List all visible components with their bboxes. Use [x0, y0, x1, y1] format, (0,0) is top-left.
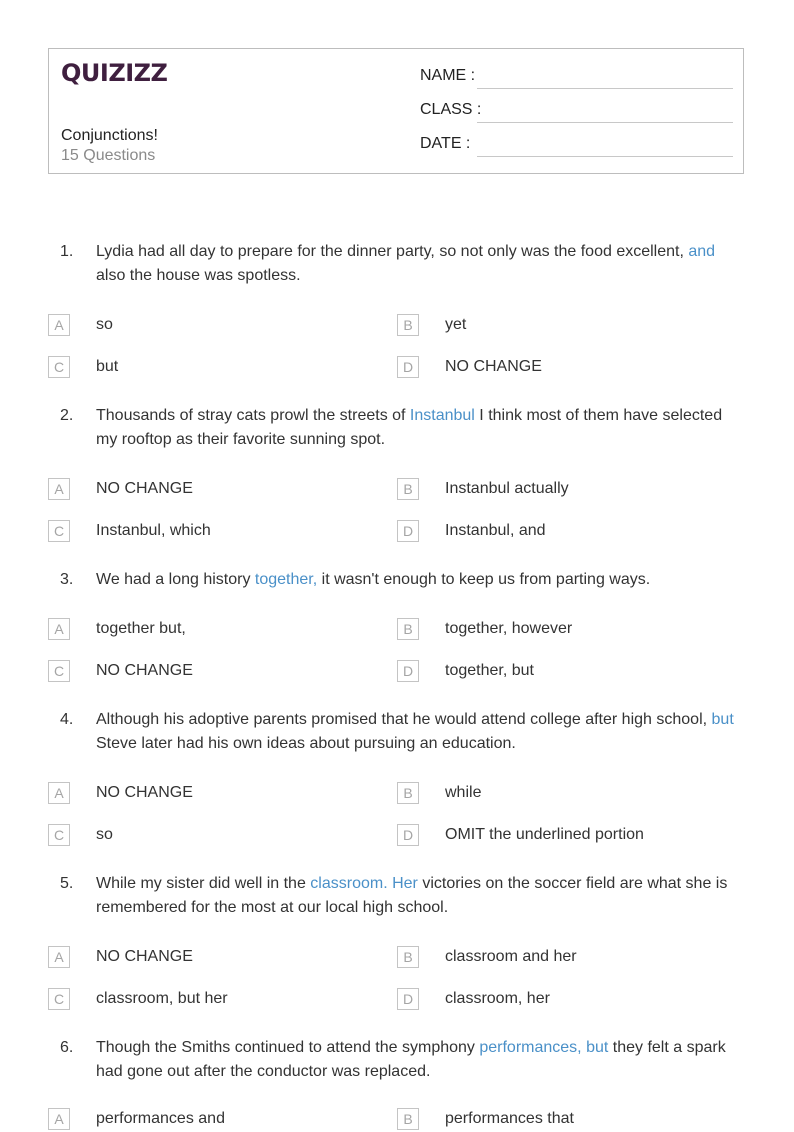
option-text: performances and [96, 1110, 225, 1127]
option-letter-box: A [48, 946, 70, 968]
question-text-part: it wasn't enough to keep us from parting ways. [317, 571, 651, 588]
question-text [96, 1036, 746, 1084]
option-text: classroom and her [445, 948, 577, 965]
option-c[interactable] [48, 988, 368, 1012]
question-number: 6. [60, 1039, 74, 1056]
option-d[interactable] [397, 660, 717, 684]
option-text: Instanbul, and [445, 522, 546, 539]
quizizz-logo: QUIZIZZ [61, 59, 168, 87]
option-text: so [96, 826, 113, 843]
option-text: classroom, her [445, 990, 550, 1007]
question-number: 4. [60, 711, 74, 728]
option-text: while [445, 784, 482, 801]
option-letter-box: D [397, 660, 419, 682]
option-text: yet [445, 316, 467, 333]
date-label: DATE : [420, 135, 471, 152]
option-text: OMIT the underlined portion [445, 826, 644, 843]
option-letter-box: C [48, 356, 70, 378]
question-text-part: While my sister did well in the [96, 875, 311, 892]
option-b[interactable] [397, 478, 717, 502]
option-d[interactable] [397, 520, 717, 544]
question-text-part: also the house was spotless. [96, 267, 301, 284]
option-letter-box: B [397, 314, 419, 336]
option-letter-box: B [397, 1108, 419, 1130]
option-text: Instanbul, which [96, 522, 211, 539]
question-text-part: Lydia had all day to prepare for the dinner party, so not only was the food excellent, [96, 243, 689, 260]
question-text-part: Although his adoptive parents promised that he would attend college after high school, [96, 711, 712, 728]
worksheet-title: Conjunctions! [61, 127, 158, 144]
question-number: 5. [60, 875, 74, 892]
option-letter-box: C [48, 824, 70, 846]
option-letter-box: D [397, 988, 419, 1010]
name-line [477, 88, 733, 89]
option-letter-box: B [397, 618, 419, 640]
option-letter-box: A [48, 314, 70, 336]
name-field [420, 67, 733, 89]
question-text-part: Thousands of stray cats prowl the streets of [96, 407, 410, 424]
option-text: NO CHANGE [96, 784, 193, 801]
option-a[interactable] [48, 314, 368, 338]
option-letter-box: D [397, 356, 419, 378]
question-number: 2. [60, 407, 74, 424]
option-text: together but, [96, 620, 186, 637]
option-b[interactable] [397, 1108, 717, 1132]
option-text: performances that [445, 1110, 574, 1127]
option-b[interactable] [397, 946, 717, 970]
option-letter-box: A [48, 618, 70, 640]
option-letter-box: A [48, 478, 70, 500]
question-text-part: We had a long history [96, 571, 255, 588]
option-letter-box: B [397, 478, 419, 500]
option-text: NO CHANGE [96, 662, 193, 679]
option-letter-box: B [397, 946, 419, 968]
option-letter-box: D [397, 824, 419, 846]
option-a[interactable] [48, 618, 368, 642]
option-a[interactable] [48, 478, 368, 502]
option-b[interactable] [397, 618, 717, 642]
class-line [477, 122, 733, 123]
question-text-part: Though the Smiths continued to attend the symphony [96, 1039, 480, 1056]
option-b[interactable] [397, 782, 717, 806]
option-a[interactable] [48, 946, 368, 970]
option-c[interactable] [48, 356, 368, 380]
question-text-part: I think most of them have selected my rooftop as their favorite sunning spot. [96, 407, 723, 448]
question-text [96, 404, 746, 452]
question-text-part: they felt a spark had gone out after the conductor was replaced. [96, 1039, 726, 1080]
underlined-portion: and [688, 243, 716, 260]
question-text [96, 240, 746, 288]
underlined-portion: together, [254, 571, 318, 588]
option-letter-box: D [397, 520, 419, 542]
question-number: 3. [60, 571, 74, 588]
option-text: NO CHANGE [445, 358, 542, 375]
option-text: Instanbul actually [445, 480, 569, 497]
question-text [96, 872, 746, 920]
option-text: but [96, 358, 119, 375]
underlined-portion: Instanbul [409, 407, 475, 424]
option-text: NO CHANGE [96, 480, 193, 497]
option-text: classroom, but her [96, 990, 228, 1007]
option-d[interactable] [397, 356, 717, 380]
option-letter-box: C [48, 660, 70, 682]
class-label: CLASS : [420, 101, 482, 118]
option-letter-box: A [48, 1108, 70, 1130]
option-c[interactable] [48, 824, 368, 848]
option-b[interactable] [397, 314, 717, 338]
option-text: together, however [445, 620, 573, 637]
option-text: NO CHANGE [96, 948, 193, 965]
option-text: so [96, 316, 113, 333]
option-text: together, but [445, 662, 534, 679]
option-c[interactable] [48, 660, 368, 684]
date-field [420, 135, 733, 157]
option-letter-box: A [48, 782, 70, 804]
option-a[interactable] [48, 1108, 368, 1132]
underlined-portion: but [711, 711, 734, 728]
question-number: 1. [60, 243, 74, 260]
option-c[interactable] [48, 520, 368, 544]
option-letter-box: C [48, 988, 70, 1010]
question-count: 15 Questions [61, 147, 156, 164]
question-text [96, 708, 746, 756]
name-label: NAME : [420, 67, 476, 84]
class-field [420, 101, 733, 123]
question-text [96, 568, 746, 592]
option-d[interactable] [397, 988, 717, 1012]
option-letter-box: C [48, 520, 70, 542]
option-a[interactable] [48, 782, 368, 806]
option-d[interactable] [397, 824, 717, 848]
option-letter-box: B [397, 782, 419, 804]
question-text-part: Steve later had his own ideas about pursuing an education. [96, 735, 516, 752]
underlined-portion: performances, but [479, 1039, 609, 1056]
question-text-part: victories on the soccer field are what she is remembered for the most at our local high school. [96, 875, 728, 916]
date-line [477, 156, 733, 157]
underlined-portion: classroom. Her [310, 875, 418, 892]
worksheet-header [48, 48, 744, 174]
